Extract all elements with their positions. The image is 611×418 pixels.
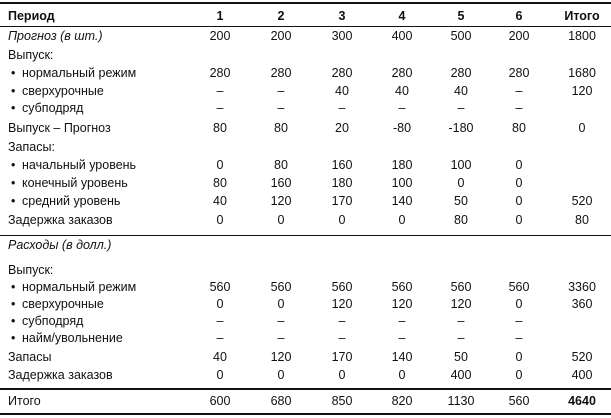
row-label: средний уровень [22, 194, 121, 208]
cell-total: 4640 [568, 394, 596, 408]
row-label: Задержка заказов [8, 368, 113, 382]
cell-period-6: – [515, 314, 523, 328]
cell-period-3: 20 [335, 121, 349, 135]
cell-period-4: – [398, 314, 406, 328]
row-output-overtime [0, 82, 611, 100]
row-label: Задержка заказов [8, 213, 113, 227]
header-period-3: 3 [338, 9, 346, 23]
cell-period-2: 280 [270, 66, 292, 80]
bullet-icon: • [11, 176, 16, 190]
cell-total: 520 [571, 194, 593, 208]
cell-period-3: 160 [331, 158, 353, 172]
row-cost-stock [0, 348, 611, 366]
row-cost-subcontract [0, 312, 611, 330]
bullet-icon: • [11, 101, 16, 115]
row-output-normal [0, 64, 611, 82]
cell-period-2: – [277, 314, 285, 328]
row-label: Выпуск: [8, 48, 54, 62]
row-cost-backorders [0, 366, 611, 384]
cell-period-3: 170 [331, 194, 353, 208]
cell-period-6: 0 [515, 213, 523, 227]
cell-period-5: 0 [457, 176, 465, 190]
row-cost-normal [0, 278, 611, 296]
row-stock-start [0, 156, 611, 174]
cell-period-5: -180 [448, 121, 474, 135]
row-label: Запасы [8, 350, 52, 364]
cell-period-5: 100 [450, 158, 472, 172]
cell-period-5: – [457, 314, 465, 328]
header-row [0, 7, 611, 25]
cell-period-2: 120 [270, 350, 292, 364]
cell-period-5: 120 [450, 297, 472, 311]
cell-period-3: 560 [331, 280, 353, 294]
bottom-rule [0, 413, 611, 415]
cell-period-6: 0 [515, 297, 523, 311]
row-label: Выпуск – Прогноз [8, 121, 111, 135]
cell-period-4: 820 [391, 394, 413, 408]
cell-period-2: 0 [277, 213, 285, 227]
cell-period-6: 0 [515, 194, 523, 208]
cell-period-6: – [515, 84, 523, 98]
cell-period-3: 280 [331, 66, 353, 80]
cell-period-4: 400 [391, 29, 413, 43]
header-label: Период [8, 9, 55, 23]
row-backorders [0, 211, 611, 229]
cell-period-2: – [277, 331, 285, 345]
cell-period-1: 80 [213, 121, 227, 135]
cell-period-6: – [515, 101, 523, 115]
cell-period-2: 0 [277, 368, 285, 382]
row-label: Выпуск: [8, 263, 54, 277]
row-forecast [0, 27, 611, 45]
cell-period-4: 40 [395, 84, 409, 98]
cell-period-5: 1130 [447, 394, 475, 408]
cell-total: 360 [571, 297, 593, 311]
cell-period-2: 560 [270, 280, 292, 294]
cell-period-2: 80 [274, 158, 288, 172]
cell-period-3: – [338, 101, 346, 115]
cell-period-6: 0 [515, 176, 523, 190]
row-cost-total [0, 392, 611, 410]
cell-period-5: 560 [450, 280, 472, 294]
cell-period-6: 0 [515, 350, 523, 364]
row-label: Расходы (в долл.) [8, 238, 112, 252]
cell-period-6: 0 [515, 368, 523, 382]
cell-period-6: 560 [508, 280, 530, 294]
row-cost-hiring [0, 329, 611, 347]
cell-period-1: 40 [213, 194, 227, 208]
cell-period-4: 180 [391, 158, 413, 172]
row-output-heading [0, 46, 611, 64]
header-period-1: 1 [216, 9, 224, 23]
header-period-6: 6 [515, 9, 523, 23]
row-label: Запасы: [8, 140, 55, 154]
cell-total: 400 [571, 368, 593, 382]
row-label: сверхурочные [22, 84, 104, 98]
cell-period-4: 280 [391, 66, 413, 80]
bullet-icon: • [11, 297, 16, 311]
cell-period-1: 80 [213, 176, 227, 190]
cell-total: 0 [578, 121, 586, 135]
cell-period-3: – [338, 314, 346, 328]
cell-total: 80 [575, 213, 589, 227]
cell-period-2: 120 [270, 194, 292, 208]
cell-period-2: 0 [277, 297, 285, 311]
cell-period-6: – [515, 331, 523, 345]
cell-period-1: – [216, 331, 224, 345]
cell-period-3: – [338, 331, 346, 345]
cell-period-4: 140 [391, 194, 413, 208]
cell-total: 3360 [568, 280, 596, 294]
cell-period-6: 200 [508, 29, 530, 43]
row-stock-average [0, 192, 611, 210]
cell-period-5: 40 [454, 84, 468, 98]
row-output-subcontract [0, 99, 611, 117]
row-output-minus-forecast [0, 119, 611, 137]
row-cost-overtime [0, 295, 611, 313]
bullet-icon: • [11, 331, 16, 345]
cell-period-1: 0 [216, 297, 224, 311]
cell-total: 1800 [568, 29, 596, 43]
cell-period-5: 400 [450, 368, 472, 382]
cell-period-5: 80 [454, 213, 468, 227]
cell-period-1: 40 [213, 350, 227, 364]
total-rule [0, 388, 611, 390]
row-stock-end [0, 174, 611, 192]
cell-period-4: 100 [391, 176, 413, 190]
cell-period-2: 80 [274, 121, 288, 135]
cell-period-2: 680 [270, 394, 292, 408]
header-period-2: 2 [277, 9, 285, 23]
bullet-icon: • [11, 194, 16, 208]
bullet-icon: • [11, 158, 16, 172]
cell-period-1: 0 [216, 213, 224, 227]
bullet-icon: • [11, 314, 16, 328]
cell-period-4: 0 [398, 368, 406, 382]
bullet-icon: • [11, 280, 16, 294]
cell-period-3: 300 [331, 29, 353, 43]
cell-total: 120 [571, 84, 593, 98]
cell-period-1: – [216, 101, 224, 115]
cell-total: 1680 [568, 66, 596, 80]
cell-period-3: 120 [331, 297, 353, 311]
cell-period-1: – [216, 314, 224, 328]
row-label: субподряд [22, 314, 84, 328]
cell-period-6: 560 [508, 394, 530, 408]
cell-period-1: 560 [209, 280, 231, 294]
cell-period-4: 120 [391, 297, 413, 311]
cell-period-5: 500 [450, 29, 472, 43]
cell-period-5: 280 [450, 66, 472, 80]
cell-period-2: – [277, 84, 285, 98]
bullet-icon: • [11, 66, 16, 80]
cell-period-1: 280 [209, 66, 231, 80]
cell-period-1: 0 [216, 158, 224, 172]
cell-period-3: 170 [331, 350, 353, 364]
header-period-5: 5 [457, 9, 465, 23]
row-cost-output-heading [0, 261, 611, 279]
cell-period-4: 560 [391, 280, 413, 294]
cell-period-3: 40 [335, 84, 349, 98]
cell-period-2: 160 [270, 176, 292, 190]
cell-period-5: 50 [454, 350, 468, 364]
cell-period-1: 0 [216, 368, 224, 382]
row-label: нормальный режим [22, 66, 137, 80]
cell-period-6: 0 [515, 158, 523, 172]
cell-period-5: – [457, 101, 465, 115]
row-stock-heading [0, 138, 611, 156]
cell-period-6: 80 [512, 121, 526, 135]
row-label: нормальный режим [22, 280, 137, 294]
top-rule [0, 2, 611, 4]
cell-period-4: – [398, 331, 406, 345]
cell-period-4: – [398, 101, 406, 115]
cell-period-3: 0 [338, 213, 346, 227]
cell-period-1: 200 [209, 29, 231, 43]
cell-period-2: 200 [270, 29, 292, 43]
cell-period-4: -80 [392, 121, 412, 135]
cell-period-3: 0 [338, 368, 346, 382]
cell-period-6: 280 [508, 66, 530, 80]
row-label: сверхурочные [22, 297, 104, 311]
cell-period-4: 140 [391, 350, 413, 364]
header-total: Итого [564, 9, 600, 23]
cell-period-4: 0 [398, 213, 406, 227]
bullet-icon: • [11, 84, 16, 98]
row-label: найм/увольнение [22, 331, 123, 345]
cell-period-1: – [216, 84, 224, 98]
row-label: Прогноз (в шт.) [8, 29, 103, 43]
row-label: Итого [8, 394, 41, 408]
row-costs-heading [0, 236, 611, 254]
row-label: субподряд [22, 101, 84, 115]
row-label: начальный уровень [22, 158, 137, 172]
cell-period-3: 180 [331, 176, 353, 190]
cell-period-5: – [457, 331, 465, 345]
cell-period-1: 600 [209, 394, 231, 408]
cell-period-5: 50 [454, 194, 468, 208]
cell-period-2: – [277, 101, 285, 115]
cell-total: 520 [571, 350, 593, 364]
row-label: конечный уровень [22, 176, 128, 190]
header-period-4: 4 [398, 9, 406, 23]
cell-period-3: 850 [331, 394, 353, 408]
